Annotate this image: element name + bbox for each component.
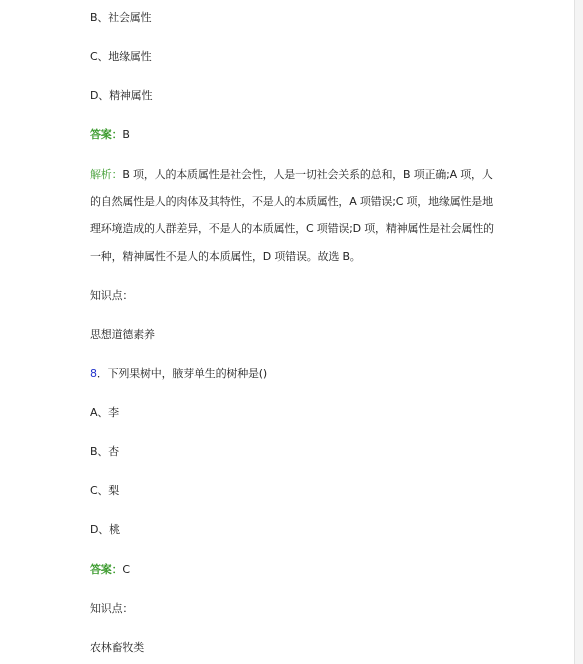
- q7-analysis-line-4: 一种，精神属性不是人的本质属性，D 项错误。故选 B。: [90, 250, 361, 263]
- q7-analysis-line-1: [90, 168, 493, 182]
- q8-answer-value: C: [122, 563, 130, 576]
- q8-stem: [90, 367, 267, 381]
- q8-answer: [90, 563, 130, 577]
- q7-answer-value: B: [122, 128, 130, 141]
- q7-option-d: D、精神属性: [90, 89, 153, 102]
- q8-knowledge-label: 知识点：: [90, 602, 134, 615]
- q8-knowledge-value: 农林畜牧类: [90, 641, 144, 654]
- q8-option-d: D、桃: [90, 523, 120, 536]
- q8-option-a: A、李: [90, 406, 119, 419]
- q7-knowledge-value: 思想道德素养: [90, 328, 155, 341]
- q8-option-b: B、杏: [90, 445, 119, 458]
- q7-analysis-label: 解析：: [90, 168, 123, 181]
- q7-option-b: B、社会属性: [90, 11, 152, 24]
- q7-analysis-text-1: B 项，人的本质属性是社会性，人是一切社会关系的总和，B 项正确;A 项，人: [122, 168, 493, 181]
- q7-analysis-line-2: 的自然属性是人的肉体及其特性，不是人的本质属性，A 项错误;C 项，地缘属性是地: [90, 195, 493, 208]
- q7-answer: [90, 128, 130, 142]
- q7-knowledge-label: 知识点：: [90, 289, 134, 302]
- q8-option-c: C、梨: [90, 484, 120, 497]
- q8-number: 8: [90, 367, 97, 380]
- q8-stem-text: ．下列果树中，腋芽单生的树种是(): [96, 367, 267, 380]
- q7-analysis-line-3: 理环境造成的人群差异，不是人的本质属性，C 项错误;D 项，精神属性是社会属性的: [90, 222, 494, 235]
- q7-answer-label: 答案：: [90, 128, 123, 141]
- q7-option-c: C、地缘属性: [90, 50, 152, 63]
- viewer-gutter: [575, 0, 583, 664]
- q8-answer-label: 答案：: [90, 563, 123, 576]
